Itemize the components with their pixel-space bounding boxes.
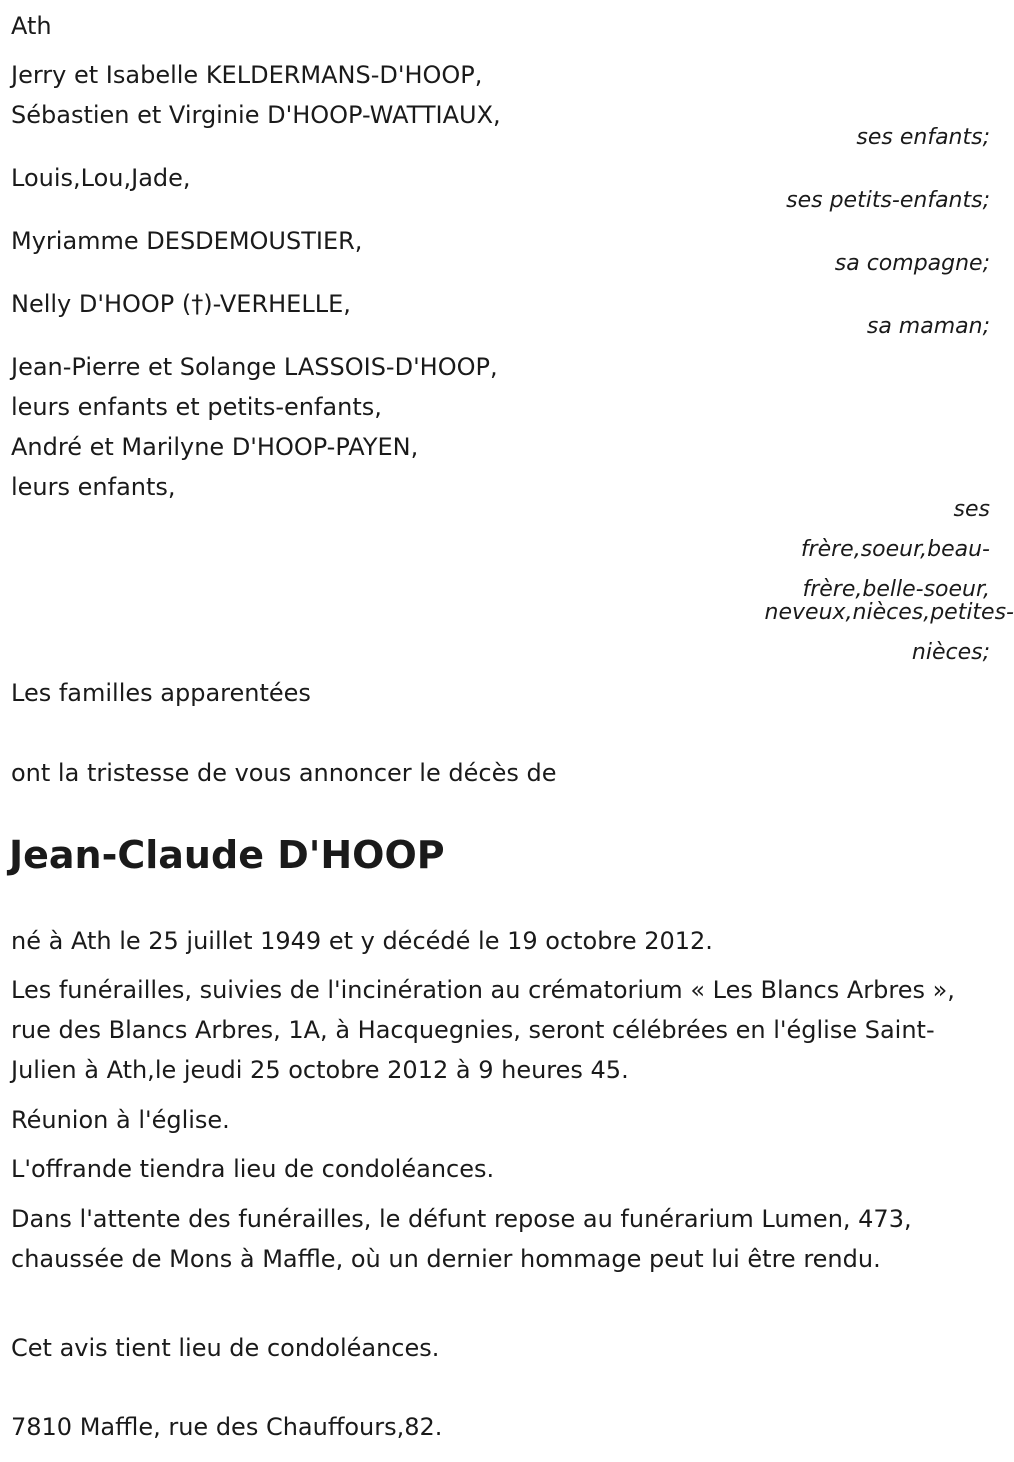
partner-role: sa compagne; — [834, 251, 990, 276]
siblings-role-5: nièces; — [911, 640, 990, 665]
deceased-name: Jean-Claude D'HOOP — [9, 833, 445, 877]
funeral-info: Les funérailles, suivies de l'incinération au crématorium « Les Blancs Arbres », rue des Blancs Arbres, 1A, à Hacquegnies, seront célébrées en l'église Saint-Julien à Ath,le jeudi 25 octobre 2012 à 9 heures 45. — [11, 976, 955, 1084]
related-families: Les familles apparentées — [11, 679, 311, 707]
rest-info: Dans l'attente des funérailles, le défunt repose au funérarium Lumen, 473, chaussée de Mons à Maffle, où un dernier hommage peut lui être rendu. — [11, 1205, 912, 1273]
siblings-line-1: Jean-Pierre et Solange LASSOIS-D'HOOP, — [11, 353, 498, 381]
mother-role: sa maman; — [866, 314, 990, 339]
children-line-2: Sébastien et Virginie D'HOOP-WATTIAUX, — [11, 101, 501, 129]
partner: Myriamme DESDEMOUSTIER, — [11, 227, 363, 255]
siblings-line-3: André et Marilyne D'HOOP-PAYEN, — [11, 433, 419, 461]
children-line-1: Jerry et Isabelle KELDERMANS-D'HOOP, — [11, 61, 483, 89]
siblings-role-2: frère,soeur,beau- — [800, 537, 990, 562]
notice: Cet avis tient lieu de condoléances. — [11, 1334, 440, 1362]
location: Ath — [11, 12, 52, 40]
grandchildren-role: ses petits-enfants; — [786, 188, 990, 213]
announcement: ont la tristesse de vous annoncer le décès de — [11, 759, 557, 787]
children-role: ses enfants; — [856, 125, 990, 150]
grandchildren: Louis,Lou,Jade, — [11, 164, 191, 192]
siblings-role-4: neveux,nièces,petites- — [764, 600, 1014, 625]
siblings-role-3: frère,belle-soeur, — [802, 577, 990, 602]
birth-death: né à Ath le 25 juillet 1949 et y décédé le 19 octobre 2012. — [11, 927, 713, 955]
address: 7810 Maffle, rue des Chauffours,82. — [11, 1413, 443, 1441]
siblings-line-2: leurs enfants et petits-enfants, — [11, 393, 382, 421]
siblings-role-1: ses — [953, 497, 990, 522]
siblings-line-4: leurs enfants, — [11, 473, 176, 501]
meeting-info: Réunion à l'église. — [11, 1106, 230, 1134]
mother: Nelly D'HOOP (†)-VERHELLE, — [11, 290, 351, 318]
offering-info: L'offrande tiendra lieu de condoléances. — [11, 1155, 495, 1183]
